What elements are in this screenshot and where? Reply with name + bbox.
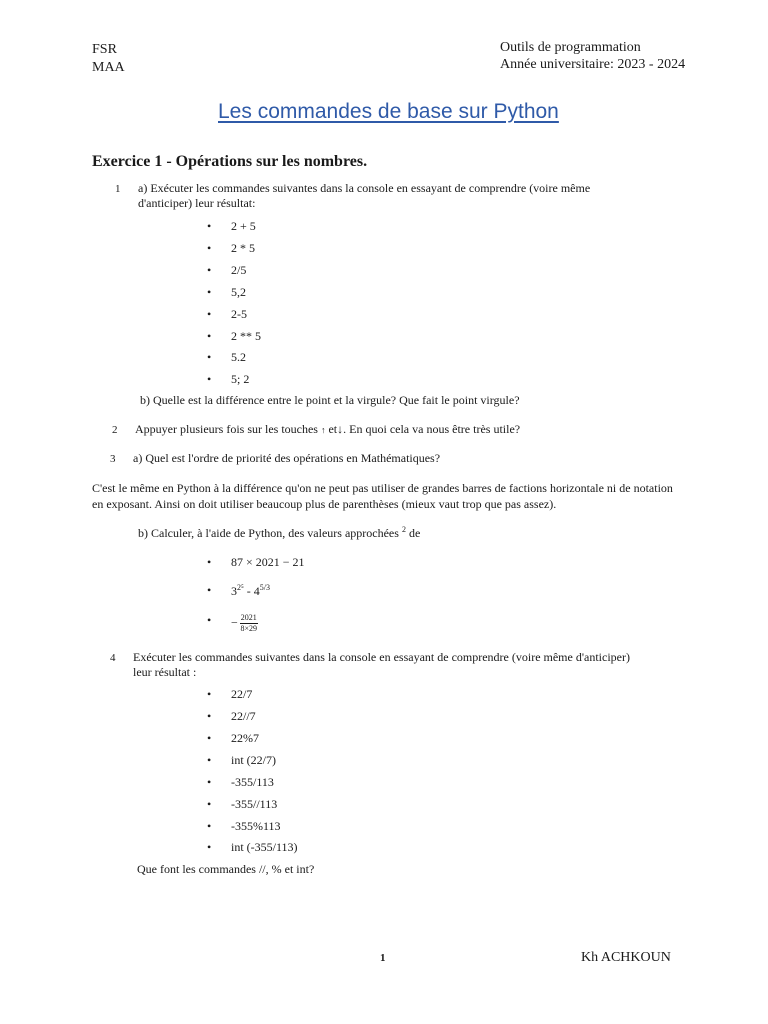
q3b-after: de — [408, 526, 421, 540]
q2-number: 2 — [112, 424, 118, 436]
q4-item: • int (-355/113) — [231, 840, 298, 855]
q2-text-b: . En quoi cela va nous être très utile? — [343, 422, 521, 436]
q2-text-a: Appuyer plusieurs fois sur les touches — [135, 422, 318, 436]
q1-item: • 2 * 5 — [231, 241, 255, 256]
explanation-paragraph: C'est le même en Python à la différence qu'on ne peut pas utiliser de grandes barres de factions horizontale ni de notation en exposant. Ainsi on doit utiliser beaucoup plus de parenthèses (mieux vaut trop que pas assez). — [92, 481, 673, 511]
q1-text-line1: a) Exécuter les commandes suivantes dans la console en essayant de comprendre (voire même — [138, 181, 591, 195]
q3-number: 3 — [110, 453, 116, 465]
q4-item: • int (22/7) — [231, 753, 276, 768]
arrow-up-icon: ↑ — [320, 425, 326, 435]
q4-item: • 22%7 — [231, 731, 259, 746]
q1-item: • 2 + 5 — [231, 219, 256, 234]
q4-item: • 22//7 — [231, 709, 256, 724]
q3-text: a) Quel est l'ordre de priorité des opérations en Mathématiques? — [133, 451, 441, 465]
q3b-text: b) Calculer, à l'aide de Python, des valeurs approchées — [138, 526, 399, 540]
q1-item: • 5; 2 — [231, 372, 249, 387]
q4-number: 4 — [110, 652, 116, 664]
q4-question: Que font les commandes //, % et int? — [137, 862, 315, 876]
page-number: 1 — [380, 952, 386, 964]
fraction-numerator: 2021 — [240, 613, 257, 622]
q2-text — [135, 422, 520, 437]
arrow-down-icon: ↓ — [337, 422, 344, 436]
expr-exponent: 2⁵ — [237, 583, 244, 592]
q2-and: et — [328, 422, 338, 436]
q3b-item-2 — [231, 583, 270, 599]
header-left-line1: FSR — [92, 42, 117, 57]
expr-sign: − — [231, 615, 238, 630]
q3-part-b — [138, 525, 420, 541]
q4-item: • -355/113 — [231, 775, 274, 790]
fraction-denominator: 8×29 — [240, 624, 258, 633]
footnote-marker: 2 — [401, 525, 406, 534]
expr-exponent: 5/3 — [259, 583, 271, 592]
expr-mid: - 4 — [243, 584, 260, 598]
q4-text-line1: Exécuter les commandes suivantes dans la console en essayant de comprendre (voire même d'anticiper) — [133, 650, 630, 664]
fraction — [240, 613, 258, 634]
q1-item: • 2/5 — [231, 263, 246, 278]
q1-item: • 5,2 — [231, 285, 246, 300]
header-right-line1: Outils de programmation — [500, 40, 641, 55]
exercise-heading: Exercice 1 - Opérations sur les nombres. — [92, 153, 368, 170]
footer-author: Kh ACHKOUN — [581, 950, 671, 965]
page-title: Les commandes de base sur Python — [218, 100, 559, 123]
expr-base: 3 — [231, 584, 237, 598]
q1-item: • 2-5 — [231, 307, 247, 322]
q3b-item-1: • 87 × 2021 − 21 — [231, 555, 305, 570]
q4-text-line2: leur résultat : — [133, 665, 197, 679]
header-right-line2: Année universitaire: 2023 - 2024 — [500, 57, 686, 72]
q4-item: • -355//113 — [231, 797, 277, 812]
q1-text-line2: d'anticiper) leur résultat: — [138, 196, 256, 210]
q4-item: • 22/7 — [231, 687, 252, 702]
q4-item: • -355%113 — [231, 819, 281, 834]
header-left-line2: MAA — [92, 60, 125, 75]
q1-item: • 5.2 — [231, 350, 246, 365]
q1-item: • 2 ** 5 — [231, 329, 261, 344]
q3b-item-3 — [231, 613, 258, 634]
q1-part-b: b) Quelle est la différence entre le point et la virgule? Que fait le point virgule? — [140, 393, 520, 407]
q1-number: 1 — [115, 183, 121, 195]
